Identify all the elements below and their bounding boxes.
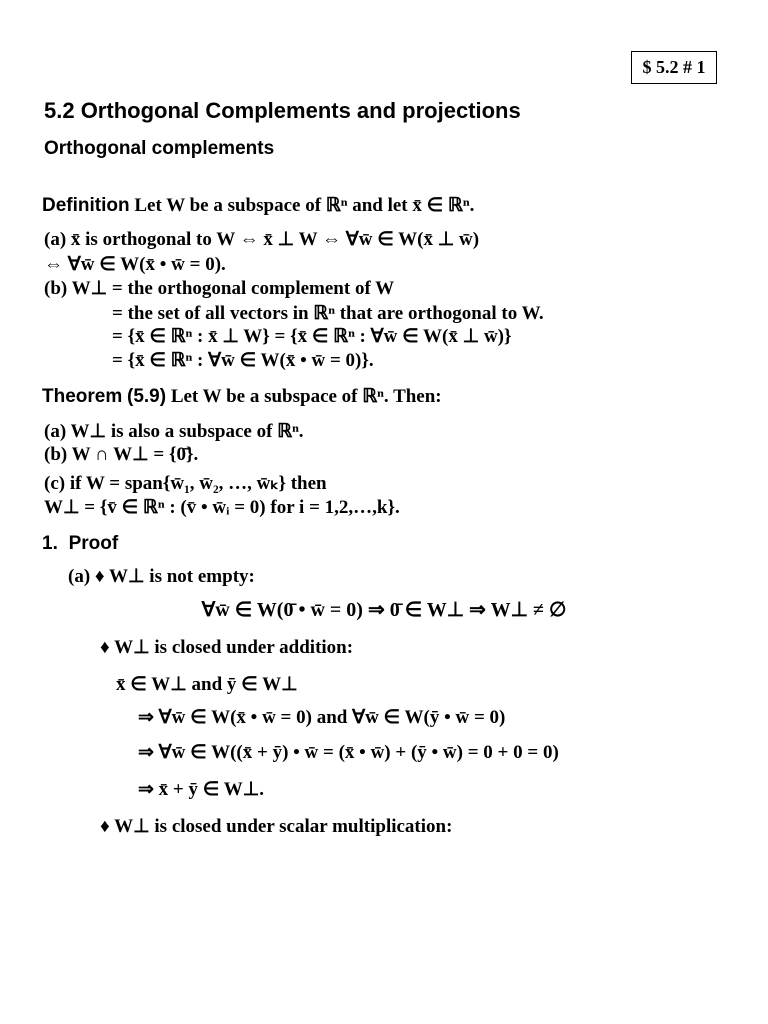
definition-intro-line (42, 194, 474, 217)
theorem-number: (5.9) (127, 386, 167, 407)
proof-number: 1. (42, 533, 58, 554)
proof-a-math: ∀w̄ ∈ W(0̄ • w̄ = 0) ⇒ 0̄ ∈ W⊥ ⇒ W⊥ ≠ ∅ (201, 599, 567, 621)
definition-b-line2: = the set of all vectors in ℝⁿ that are orthogonal to W. (112, 303, 544, 324)
definition-intro-text: Let W be a subspace of ℝⁿ and let x̄ ∈ ℝⁿ. (134, 195, 475, 216)
theorem-a: (a) W⊥ is also a subspace of ℝⁿ. (44, 421, 304, 442)
page-subheading: Orthogonal complements (44, 138, 275, 159)
proof-addition-label: ♦ W⊥ is closed under addition: (100, 637, 354, 658)
proof-addition-line3: ⇒ ∀w̄ ∈ W((x̄ + ȳ) • w̄ = (x̄ • w̄) + (ȳ • w̄) = 0 + 0 = 0) (138, 742, 559, 763)
proof-addition-line1: x̄ ∈ W⊥ and ȳ ∈ W⊥ (116, 674, 298, 695)
proof-a-label: (a) ♦ W⊥ is not empty: (68, 566, 255, 587)
definition-a-line1: (a) x̄ is orthogonal to W ⇔ x̄ ⊥ W ⇔ ∀w̄ ∈ W(x̄ ⊥ w̄) (44, 229, 480, 250)
definition-label: Definition (42, 195, 130, 216)
page-heading: 5.2 Orthogonal Complements and projections (44, 98, 521, 123)
theorem-b: (b) W ∩ W⊥ = {0̄}. (44, 444, 199, 465)
definition-a-line2: ⇔ ∀w̄ ∈ W(x̄ • w̄ = 0). (44, 254, 226, 275)
definition-b-line1: (b) W⊥ = the orthogonal complement of W (44, 278, 395, 299)
theorem-intro-text: Let W be a subspace of ℝⁿ. Then: (170, 386, 442, 407)
proof-addition-line2: ⇒ ∀w̄ ∈ W(x̄ • w̄ = 0) and ∀w̄ ∈ W(ȳ • w̄ = 0) (138, 707, 506, 728)
theorem-label: Theorem (42, 386, 123, 407)
theorem-intro-line (42, 385, 442, 408)
definition-b-line4: = {x̄ ∈ ℝⁿ : ∀w̄ ∈ W(x̄ • w̄ = 0)}. (112, 350, 374, 371)
section-tag: $ 5.2 # 1 (631, 51, 717, 84)
proof-heading (42, 533, 118, 555)
definition-b-line3: = {x̄ ∈ ℝⁿ : x̄ ⊥ W} = {x̄ ∈ ℝⁿ : ∀w̄ ∈ W(x̄ ⊥ w̄)} (112, 326, 512, 347)
theorem-c-line2: W⊥ = {v̄ ∈ ℝⁿ : (v̄ • w̄ᵢ = 0) for i = 1,2,…,k}. (44, 497, 400, 518)
proof-label: Proof (68, 533, 119, 554)
proof-addition-line4: ⇒ x̄ + ȳ ∈ W⊥. (138, 779, 265, 800)
theorem-c-line1: (c) if W = span{w̄₁, w̄₂, …, w̄ₖ} then (44, 473, 327, 494)
proof-scalar-label: ♦ W⊥ is closed under scalar multiplication: (100, 816, 453, 837)
